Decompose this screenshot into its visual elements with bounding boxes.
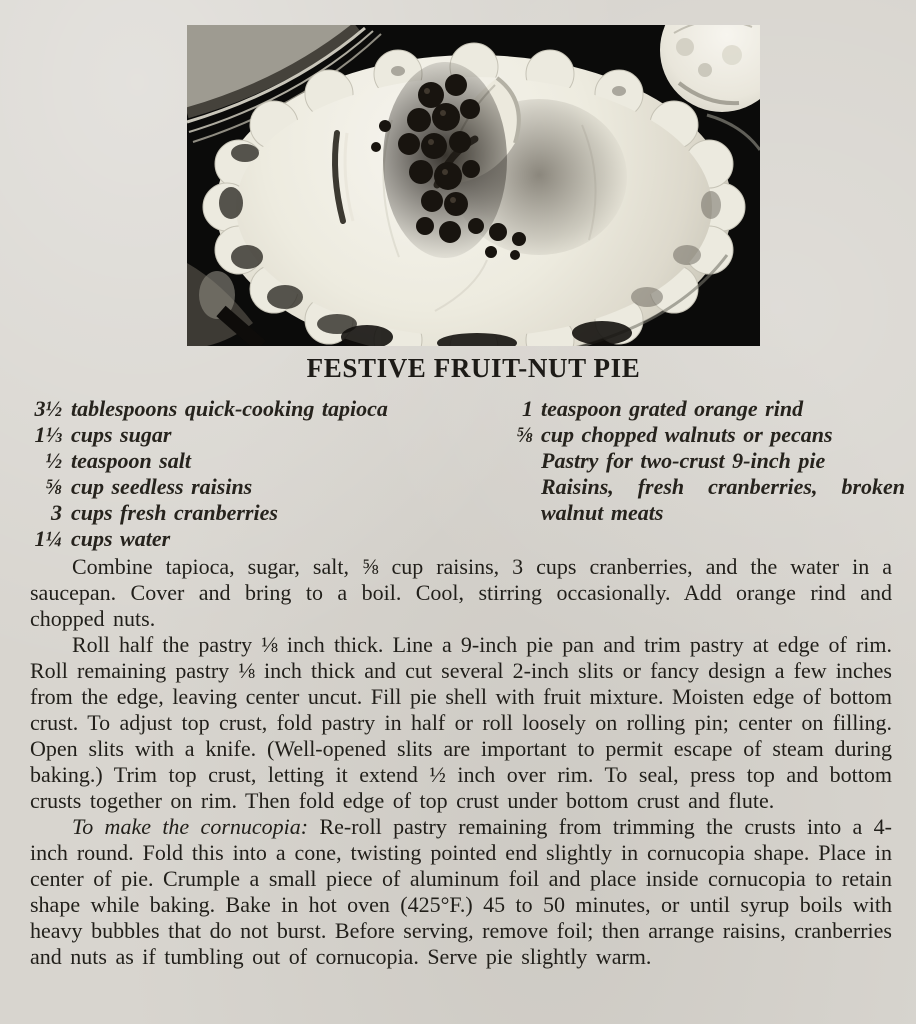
ingredient-amount: ½ [45,448,62,473]
ingredients-left-column [28,396,458,552]
ingredient-line [28,422,458,448]
ingredient-text: teaspoon salt [71,448,191,473]
paragraph-lead: To make the cornucopia: [72,814,320,839]
recipe-title: FESTIVE FRUIT-NUT PIE [306,353,641,383]
ingredient-amount: 3½ [34,396,62,421]
ingredient-text: Raisins, fresh cranberries, broken walnut meats [541,474,905,525]
recipe-photo [187,25,760,346]
instructions [30,554,892,970]
ingredient-amount [505,474,533,526]
ingredient-line [505,474,905,526]
ingredient-amount [505,448,533,474]
ingredient-line [28,500,458,526]
paragraph-text: Combine tapioca, sugar, salt, ⅝ cup raisins, 3 cups cranberries, and the water in a saucepan. Cover and bring to a boil. Cool, stirring occasionally. Add orange rind and chopped nuts. [30,554,892,631]
ingredient-text: Pastry for two-crust 9-inch pie [541,448,826,473]
ingredient-text: cup seedless raisins [71,474,253,499]
instruction-paragraph [30,554,892,632]
ingredient-amount: ⅝ [45,474,62,499]
paragraph-text: Re-roll pastry remaining from trimming the crusts into a 4-inch round. Fold this into a cone, twisting pointed end slightly in cornucopia shape. Place in center of pie. Crumple a small piece of aluminum foil and place inside cornucopia to retain shape while baking. Bake in hot oven (425°F.) 45 to 50 minutes, or until syrup boils with heavy bubbles that do not burst. Before serving, remove foil; then arrange raisins, cranberries and nuts as if tumbling out of cornucopia. Serve pie slightly warm. [30,814,892,969]
ingredient-line [505,422,905,448]
instruction-paragraph [30,814,892,970]
ingredient-line [28,448,458,474]
ingredient-amount: 1 [522,396,533,421]
ingredient-line [28,396,458,422]
ingredient-amount: 1¼ [34,526,62,551]
ingredient-text: tablespoons quick-cooking tapioca [71,396,388,421]
ingredient-text: teaspoon grated orange rind [541,396,804,421]
ingredient-text: cup chopped walnuts or pecans [541,422,833,447]
instruction-paragraph [30,632,892,814]
ingredients-right-column [505,396,905,552]
ingredient-list [0,396,916,552]
paragraph-text: Roll half the pastry ⅛ inch thick. Line a 9-inch pie pan and trim pastry at edge of rim. Roll remaining pastry ⅛ inch thick and cut several 2-inch slits or fancy design a few inches from the edge, leaving center uncut. Fill pie shell with fruit mixture. Moisten edge of bottom crust. To adjust top crust, fold pastry in half or roll loosely on rolling pin; center on filling. Open slits with a knife. (Well-opened slits are important to permit escape of steam during baking.) Trim top crust, letting it extend ½ inch over rim. To seal, press top and bottom crusts together on rim. Then fold edge of top crust under bottom crust and flute. [30,632,892,813]
ingredient-amount: ⅝ [516,422,533,447]
ingredient-text: cups water [71,526,171,551]
ingredient-line [505,448,905,474]
ingredient-text: cups sugar [71,422,172,447]
ingredient-line [28,474,458,500]
ingredient-text: cups fresh cranberries [71,500,278,525]
pie-photo-illustration [187,25,760,346]
ingredient-amount: 1⅓ [34,422,62,447]
ingredient-amount: 3 [51,500,62,525]
ingredient-line [28,526,458,552]
ingredient-line [505,396,905,422]
